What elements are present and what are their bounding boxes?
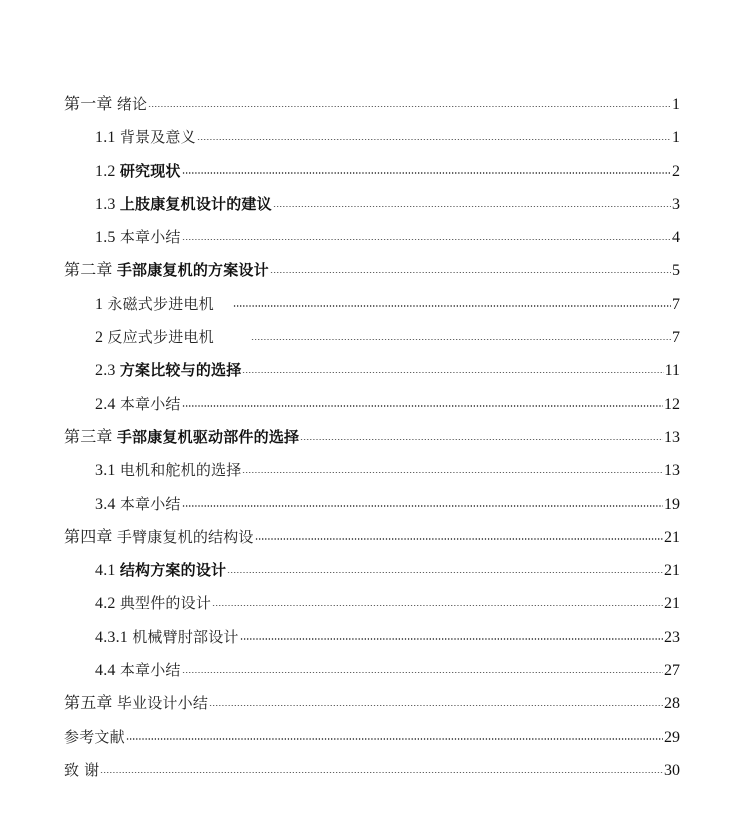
toc-entry-page-number: 13 xyxy=(664,462,680,480)
dot-leader xyxy=(148,93,671,109)
toc-section-entry[interactable] xyxy=(64,554,680,587)
dot-leader xyxy=(233,293,671,309)
toc-entry-title: 研究现状 xyxy=(119,161,181,180)
toc-entry-page-number: 30 xyxy=(664,761,680,779)
toc-entry-number: 1.3 xyxy=(95,195,120,213)
toc-entry-label xyxy=(64,254,269,287)
toc-entry-title: 永磁式步进电机 xyxy=(107,294,214,313)
dot-leader xyxy=(182,659,663,675)
dot-leader xyxy=(100,759,663,775)
toc-entry-label xyxy=(64,421,299,454)
toc-chapter-entry[interactable] xyxy=(64,721,680,754)
toc-entry-label xyxy=(95,554,226,587)
toc-entry-page-number: 21 xyxy=(664,562,680,580)
toc-entry-title: 本章小结 xyxy=(119,661,181,680)
toc-entry-page-number: 29 xyxy=(664,728,680,746)
toc-section-entry[interactable] xyxy=(64,221,680,254)
toc-entry-title: 绪论 xyxy=(116,95,148,113)
toc-entry-label xyxy=(64,754,99,787)
toc-entry-label xyxy=(95,155,181,188)
toc-entry-label xyxy=(95,587,211,620)
toc-entry-number: 第三章 xyxy=(64,428,117,446)
toc-entry-label xyxy=(95,654,181,687)
toc-entry-page-number: 12 xyxy=(664,395,680,413)
toc-entry-title: 机械臂肘部设计 xyxy=(132,627,239,646)
toc-entry-label xyxy=(95,488,181,521)
toc-section-entry[interactable] xyxy=(64,388,680,421)
toc-chapter-entry[interactable] xyxy=(64,754,680,787)
toc-entry-title: 手臂康复机的结构设 xyxy=(116,527,254,546)
toc-section-entry[interactable] xyxy=(64,188,680,221)
toc-entry-title: 本章小结 xyxy=(119,228,181,247)
toc-entry-label xyxy=(64,88,147,121)
toc-entry-page-number: 19 xyxy=(664,495,680,513)
toc-section-entry[interactable] xyxy=(64,454,680,487)
dot-leader xyxy=(182,393,663,409)
toc-entry-title: 本章小结 xyxy=(119,394,181,413)
dot-leader xyxy=(182,160,671,176)
toc-entry-page-number: 1 xyxy=(672,96,680,113)
toc-entry-number: 2.3 xyxy=(95,362,120,380)
toc-entry-number: 3.1 xyxy=(95,462,120,480)
toc-entry-page-number: 3 xyxy=(672,195,680,213)
dot-leader xyxy=(251,326,671,342)
toc-entry-label xyxy=(95,121,196,154)
dot-leader xyxy=(182,493,663,509)
toc-section-entry[interactable] xyxy=(64,621,680,654)
toc-entry-page-number: 23 xyxy=(664,628,680,646)
toc-entry-page-number: 7 xyxy=(672,295,680,313)
toc-entry-title: 电机和舵机的选择 xyxy=(119,461,242,480)
toc-section-entry[interactable] xyxy=(64,488,680,521)
toc-section-entry[interactable] xyxy=(64,121,680,154)
toc-chapter-entry[interactable] xyxy=(64,254,680,287)
dot-leader xyxy=(126,726,663,742)
toc-entry-page-number: 28 xyxy=(664,695,680,713)
dot-leader xyxy=(212,592,663,608)
toc-entry-number: 4.3.1 xyxy=(95,628,133,646)
dot-leader xyxy=(197,126,671,142)
toc-entry-page-number: 2 xyxy=(672,162,680,180)
toc-section-entry[interactable] xyxy=(64,654,680,687)
toc-entry-label xyxy=(95,188,272,221)
toc-entry-number: 第一章 xyxy=(64,96,117,113)
table-of-contents xyxy=(64,88,680,787)
toc-entry-number: 第四章 xyxy=(64,528,117,546)
toc-entry-label xyxy=(64,521,254,554)
dot-leader xyxy=(242,359,663,375)
toc-chapter-entry[interactable] xyxy=(64,687,680,720)
toc-entry-label xyxy=(95,288,214,321)
toc-entry-label xyxy=(95,221,181,254)
toc-entry-title: 手部康复机的方案设计 xyxy=(116,261,269,280)
toc-entry-label xyxy=(95,454,241,487)
toc-entry-page-number: 21 xyxy=(664,528,680,546)
toc-chapter-entry[interactable] xyxy=(64,521,680,554)
toc-entry-number: 1.5 xyxy=(95,229,120,247)
toc-entry-number: 第二章 xyxy=(64,262,117,280)
toc-entry-title: 结构方案的设计 xyxy=(119,561,227,580)
toc-entry-page-number: 1 xyxy=(672,129,680,147)
toc-section-entry[interactable] xyxy=(64,587,680,620)
toc-entry-number: 2 xyxy=(95,329,108,347)
dot-leader xyxy=(209,692,663,708)
toc-entry-number: 1 xyxy=(95,295,108,313)
toc-entry-number: 4.1 xyxy=(95,562,120,580)
dot-leader xyxy=(273,193,671,209)
toc-section-entry[interactable] xyxy=(64,155,680,188)
toc-entry-number: 3.4 xyxy=(95,495,120,513)
toc-entry-title: 背景及意义 xyxy=(119,128,196,147)
toc-entry-label xyxy=(95,321,214,354)
toc-entry-number: 4.4 xyxy=(95,662,120,680)
dot-leader xyxy=(242,459,663,475)
toc-chapter-entry[interactable] xyxy=(64,88,680,121)
toc-entry-title: 参考文献 xyxy=(64,727,125,746)
toc-entry-number: 1.2 xyxy=(95,162,120,180)
toc-entry-number: 第五章 xyxy=(64,695,117,713)
dot-leader xyxy=(240,626,663,642)
toc-entry-page-number: 5 xyxy=(672,262,680,280)
toc-entry-page-number: 7 xyxy=(672,329,680,347)
toc-entry-number: 1.1 xyxy=(95,129,120,147)
dot-leader xyxy=(227,559,663,575)
toc-entry-label xyxy=(95,621,239,654)
dot-leader xyxy=(300,426,663,442)
toc-entry-page-number: 4 xyxy=(672,229,680,247)
toc-entry-title: 本章小结 xyxy=(119,494,181,513)
toc-entry-number: 2.4 xyxy=(95,395,120,413)
toc-entry-page-number: 13 xyxy=(664,428,680,446)
toc-entry-number: 4.2 xyxy=(95,595,120,613)
dot-leader xyxy=(270,259,671,275)
toc-entry-label xyxy=(64,721,125,754)
dot-leader xyxy=(182,226,671,242)
toc-entry-label xyxy=(64,687,208,720)
toc-entry-title: 典型件的设计 xyxy=(119,594,212,613)
toc-section-entry[interactable] xyxy=(64,288,680,321)
toc-entry-page-number: 21 xyxy=(664,595,680,613)
toc-entry-page-number: 11 xyxy=(664,362,680,380)
dot-leader xyxy=(255,526,663,542)
toc-entry-title: 上肢康复机设计的建议 xyxy=(119,194,272,213)
toc-entry-page-number: 27 xyxy=(664,662,680,680)
toc-entry-title: 致 谢 xyxy=(64,760,100,779)
toc-chapter-entry[interactable] xyxy=(64,421,680,454)
toc-section-entry[interactable] xyxy=(64,321,680,354)
toc-entry-label xyxy=(95,388,181,421)
toc-entry-label xyxy=(95,354,241,387)
toc-entry-title: 毕业设计小结 xyxy=(116,694,209,713)
toc-entry-title: 手部康复机驱动部件的选择 xyxy=(116,427,300,446)
toc-entry-title: 方案比较与的选择 xyxy=(119,361,242,380)
toc-entry-title: 反应式步进电机 xyxy=(107,328,214,347)
toc-section-entry[interactable] xyxy=(64,354,680,387)
